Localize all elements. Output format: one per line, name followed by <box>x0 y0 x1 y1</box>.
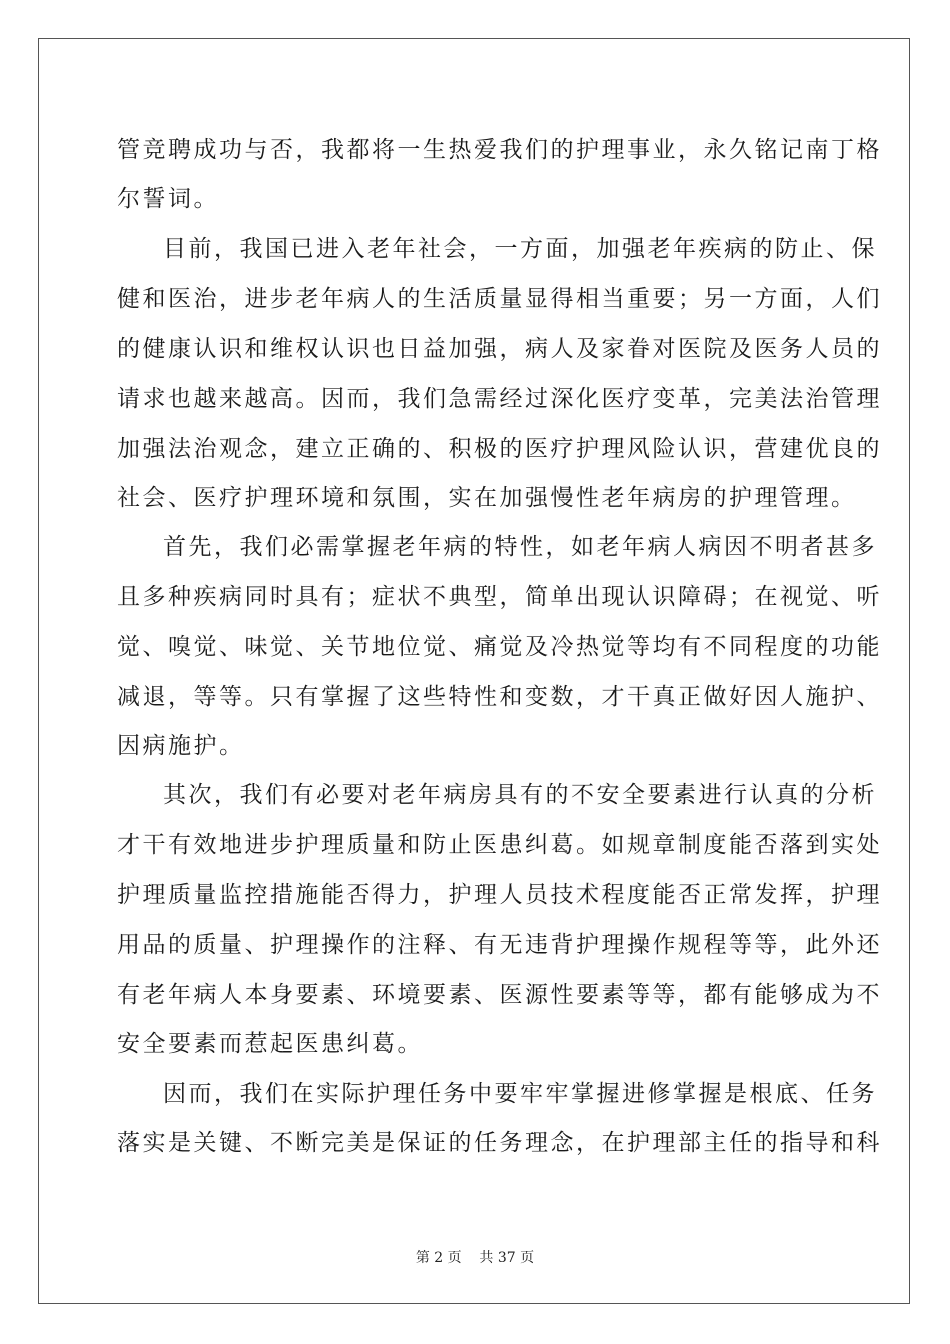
text-line: 落实是关键、不断完美是保证的任务理念，在护理部主任的指导和科 <box>117 1130 882 1156</box>
text-line: 因病施护。 <box>117 733 245 759</box>
text-line: 健和医治，进步老年病人的生活质量显得相当重要；另一方面，人们 <box>117 286 882 312</box>
text-line: 的健康认识和维权认识也日益加强，病人及家眷对医院及医务人员的 <box>117 336 882 362</box>
text-line: 才干有效地进步护理质量和防止医患纠葛。如规章制度能否落到实处 <box>117 832 882 858</box>
text-line: 尔誓词。 <box>117 186 219 212</box>
text-line: 请求也越来越高。因而，我们急需经过深化医疗变革，完美法治管理 <box>117 386 882 412</box>
paragraph-first-line: 因而，我们在实际护理任务中要牢牢掌握进修掌握是根底、任务 <box>163 1081 877 1107</box>
paragraph-first-line: 其次，我们有必要对老年病房具有的不安全要素进行认真的分析 <box>163 782 877 808</box>
paragraph-first-line: 目前，我国已进入老年社会，一方面，加强老年疾病的防止、保 <box>163 236 877 262</box>
text-line: 且多种疾病同时具有；症状不典型，简单出现认识障碍；在视觉、听 <box>117 584 882 610</box>
text-line: 减退，等等。只有掌握了这些特性和变数，才干真正做好因人施护、 <box>117 684 882 710</box>
text-line: 安全要素而惹起医患纠葛。 <box>117 1031 423 1057</box>
text-line: 用品的质量、护理操作的注释、有无违背护理操作规程等等，此外还 <box>117 932 882 958</box>
text-line: 加强法治观念，建立正确的、积极的医疗护理风险认识，营建优良的 <box>117 436 882 462</box>
text-line: 有老年病人本身要素、环境要素、医源性要素等等，都有能够成为不 <box>117 982 882 1008</box>
page-number-footer: 第 2 页 共 37 页 <box>415 1250 535 1266</box>
page-border <box>38 38 910 1304</box>
paragraph-first-line: 首先，我们必需掌握老年病的特性，如老年病人病因不明者甚多 <box>163 534 877 560</box>
text-line: 社会、医疗护理环境和氛围，实在加强慢性老年病房的护理管理。 <box>117 485 857 511</box>
text-line: 管竞聘成功与否，我都将一生热爱我们的护理事业，永久铭记南丁格 <box>117 137 882 163</box>
text-line: 觉、嗅觉、味觉、关节地位觉、痛觉及冷热觉等均有不同程度的功能 <box>117 634 882 660</box>
text-line: 护理质量监控措施能否得力，护理人员技术程度能否正常发挥，护理 <box>117 882 882 908</box>
